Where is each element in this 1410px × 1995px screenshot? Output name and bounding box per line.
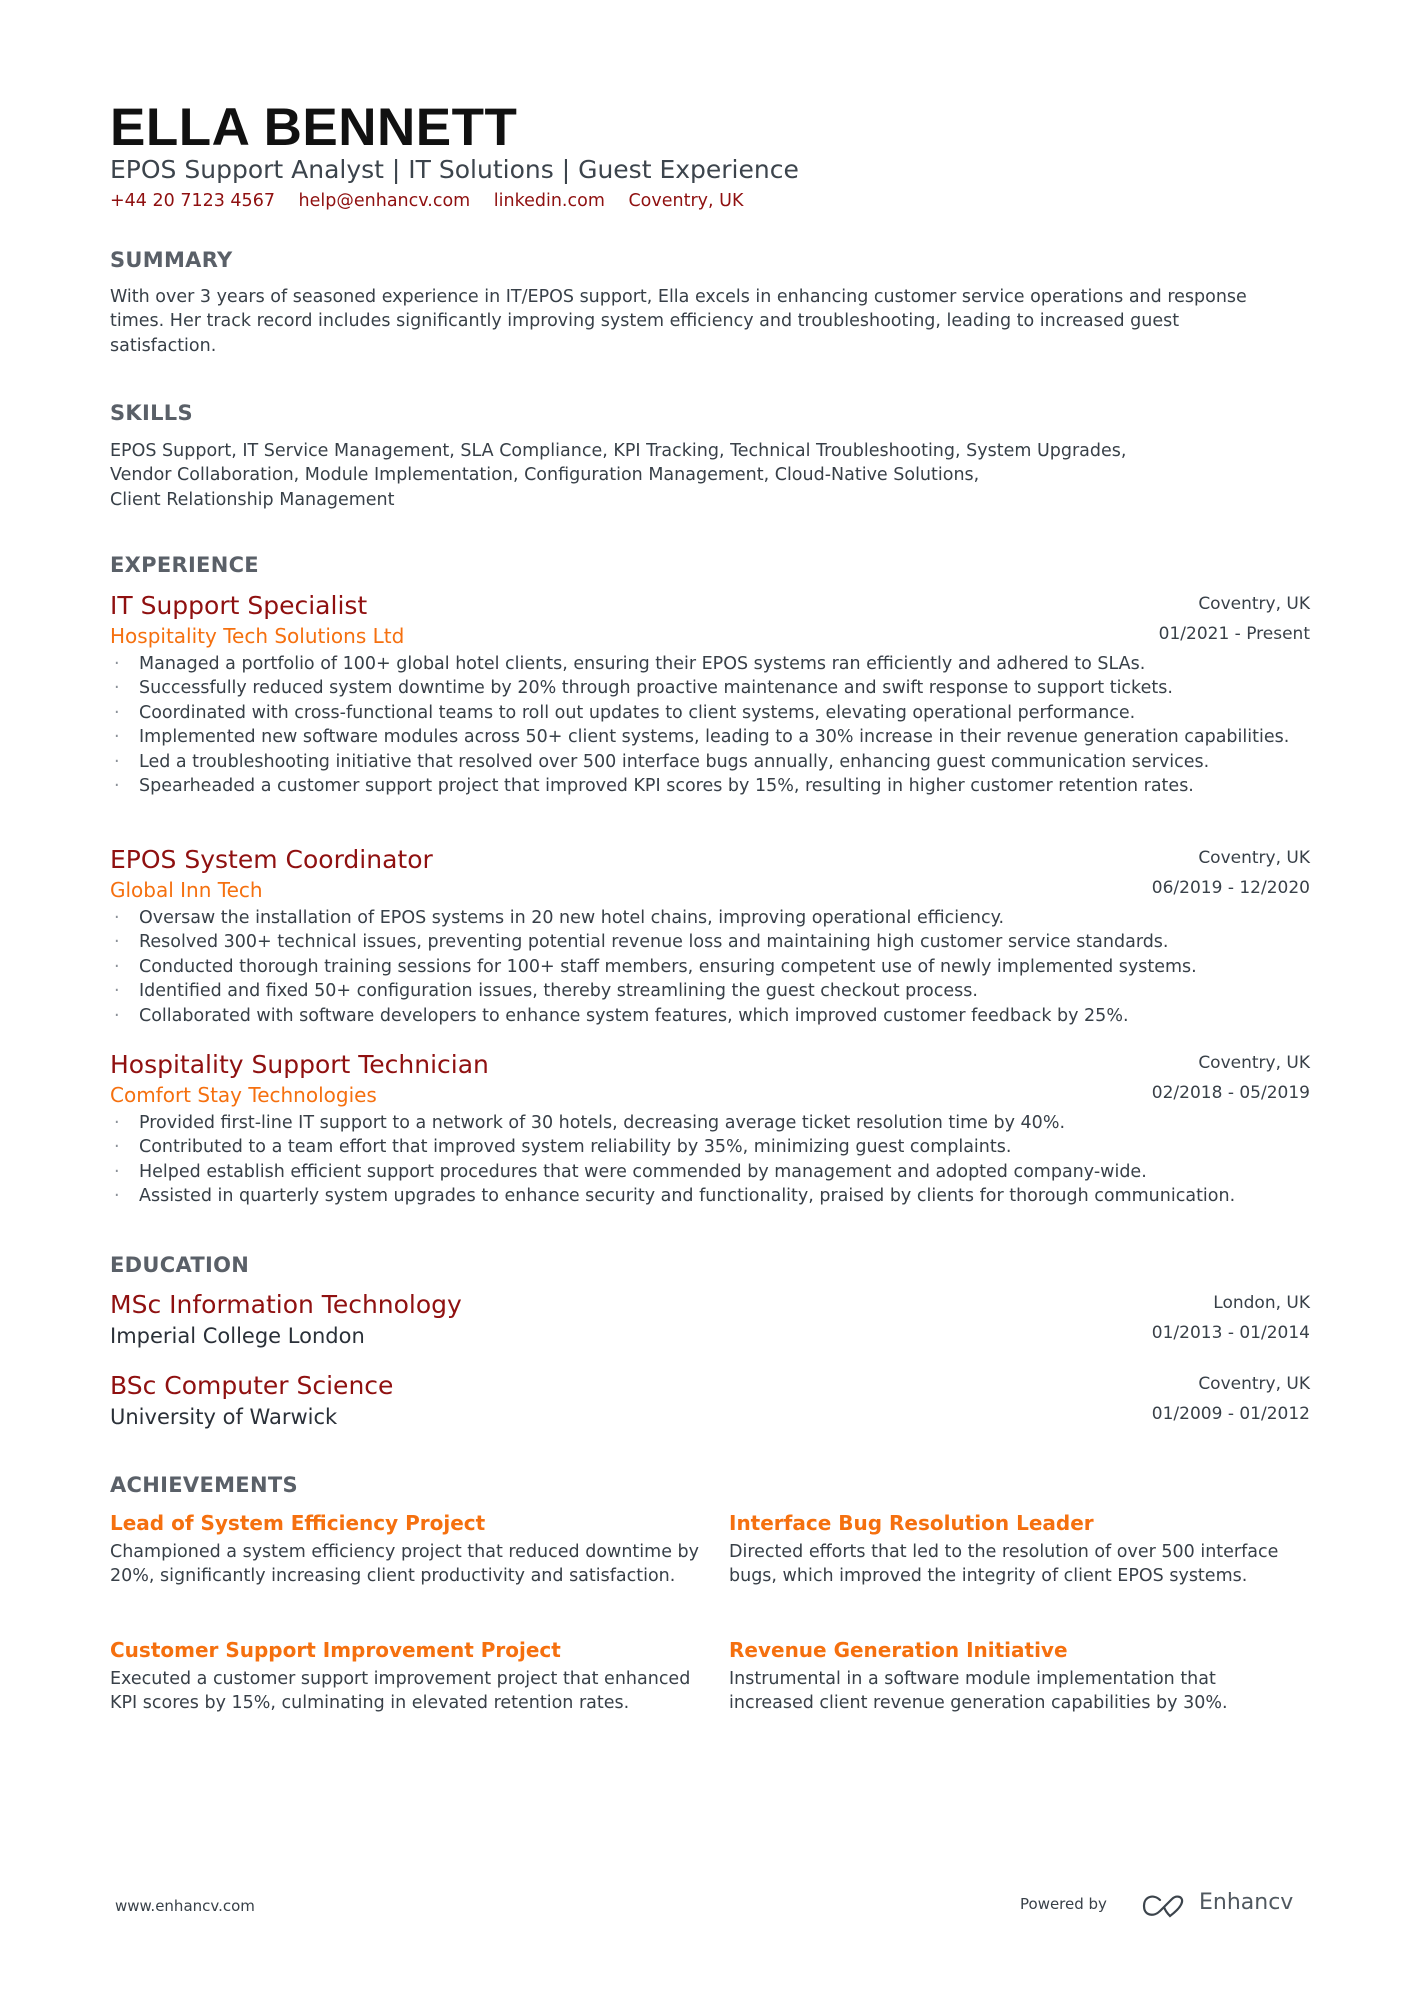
- education-location: Coventry, UK: [1198, 1374, 1310, 1394]
- bullet-item: [110, 774, 1299, 798]
- summary-heading: SUMMARY: [110, 248, 233, 272]
- job-title: EPOS System Coordinator: [110, 845, 433, 874]
- bullet-dot-icon: ·: [114, 654, 120, 674]
- bullet-text: Contributed to a team effort that improved system reliability by 35%, minimizing guest complaints.: [139, 1137, 1012, 1158]
- bullet-item: [110, 701, 1299, 725]
- contact-bar: [110, 189, 1310, 213]
- skills-line: Vendor Collaboration, Module Implementation, Configuration Management, Cloud-Native Solutions,: [110, 465, 980, 486]
- bullet-dot-icon: ·: [114, 727, 120, 748]
- candidate-subtitle: EPOS Support Analyst | IT Solutions | Guest Experience: [110, 155, 799, 184]
- bullet-item: [110, 1135, 1299, 1159]
- bullet-item: [110, 676, 1299, 700]
- footer-website[interactable]: www.enhancv.com: [115, 1897, 255, 1915]
- powered-by-text: Powered by: [1020, 1895, 1107, 1913]
- degree-title: BSc Computer Science: [110, 1371, 394, 1400]
- bullet-item: [110, 750, 1299, 774]
- achievement-title: Interface Bug Resolution Leader: [729, 1511, 1094, 1535]
- summary-text: With over 3 years of seasoned experience in IT/EPOS support, Ella excels in enhancing customer service operations and response times. Her track record includes significantly improving system efficiency and troubleshooting, leading to increased guest satisfaction.: [110, 287, 1247, 356]
- bullet-item: [110, 725, 1299, 749]
- achievement-text: Directed efforts that led to the resolution of over 500 interface bugs, which improved the integrity of client EPOS systems.: [729, 1542, 1279, 1587]
- education-entry: [110, 1370, 1310, 1432]
- school-name: Imperial College London: [110, 1324, 365, 1348]
- phone-link[interactable]: +44 20 7123 4567: [110, 191, 275, 211]
- job-title: Hospitality Support Technician: [110, 1050, 489, 1079]
- bullet-dot-icon: ·: [114, 956, 120, 977]
- email-link[interactable]: help@enhancv.com: [298, 191, 471, 211]
- degree-title: MSc Information Technology: [110, 1290, 462, 1319]
- bullet-text: Identified and fixed 50+ configuration issues, thereby streamlining the guest checkout process.: [139, 981, 978, 1002]
- achievement-item: [110, 1636, 700, 1716]
- education-heading: EDUCATION: [110, 1253, 250, 1277]
- bullet-item: [110, 955, 1299, 979]
- experience-heading: EXPERIENCE: [110, 553, 259, 577]
- bullet-item: [110, 930, 1299, 954]
- bullet-text: Assisted in quarterly system upgrades to enhance security and functionality, praised by clients for thorough communication.: [139, 1186, 1236, 1207]
- achievement-title: Lead of System Efficiency Project: [110, 1511, 486, 1535]
- bullet-item: [110, 1111, 1299, 1135]
- skills-heading: SKILLS: [110, 401, 193, 425]
- achievement-text: Executed a customer support improvement project that enhanced KPI scores by 15%, culminating in elevated retention rates.: [110, 1669, 691, 1714]
- education-location: London, UK: [1213, 1293, 1310, 1313]
- location-text: Coventry, UK: [628, 191, 744, 211]
- bullet-dot-icon: ·: [114, 932, 120, 953]
- bullet-dot-icon: ·: [114, 1137, 120, 1158]
- job-dates: 06/2019 - 12/2020: [1151, 878, 1310, 898]
- bullet-text: Led a troubleshooting initiative that resolved over 500 interface bugs annually, enhancing guest communication services.: [139, 751, 1210, 772]
- enhancv-brand: Enhancv: [1199, 1890, 1294, 1915]
- bullet-dot-icon: ·: [114, 981, 120, 1002]
- achievement-item: [729, 1636, 1289, 1716]
- school-name: University of Warwick: [110, 1405, 338, 1429]
- bullet-dot-icon: ·: [114, 908, 120, 928]
- achievement-title: Customer Support Improvement Project: [110, 1638, 561, 1662]
- bullet-dot-icon: ·: [114, 702, 120, 723]
- education-entry: [110, 1289, 1310, 1351]
- job-bullets: [110, 906, 1310, 1028]
- job-bullets: [110, 1111, 1310, 1209]
- enhancv-logo-icon: [1140, 1893, 1188, 1923]
- achievement-text: Instrumental in a software module implementation that increased client revenue generation capabilities by 30%.: [729, 1669, 1228, 1714]
- bullet-text: Spearheaded a customer support project that improved KPI scores by 15%, resulting in higher customer retention rates.: [139, 776, 1194, 797]
- job-location: Coventry, UK: [1198, 1053, 1310, 1073]
- bullet-dot-icon: ·: [114, 751, 120, 772]
- achievement-item: [729, 1509, 1289, 1589]
- bullet-text: Conducted thorough training sessions for 100+ staff members, ensuring competent use of newly implemented systems.: [139, 956, 1197, 977]
- education-dates: 01/2009 - 01/2012: [1151, 1404, 1310, 1424]
- company-name: Global Inn Tech: [110, 878, 263, 902]
- achievements-grid: [110, 1509, 1310, 1714]
- bullet-text: Collaborated with software developers to enhance system features, which improved customer feedback by 25%.: [139, 1005, 1129, 1026]
- job-location: Coventry, UK: [1198, 594, 1310, 614]
- bullet-dot-icon: ·: [114, 1161, 120, 1182]
- bullet-dot-icon: ·: [114, 776, 120, 797]
- bullet-item: [110, 906, 1299, 930]
- bullet-item: [110, 1160, 1299, 1184]
- education-dates: 01/2013 - 01/2014: [1151, 1323, 1310, 1343]
- bullet-text: Oversaw the installation of EPOS systems in 20 new hotel chains, improving operational efficiency.: [139, 908, 1005, 928]
- job-dates: 01/2021 - Present: [1158, 624, 1310, 644]
- bullet-item: [110, 652, 1299, 676]
- bullet-text: Successfully reduced system downtime by 20% through proactive maintenance and swift response to support tickets.: [139, 678, 1173, 699]
- company-name: Hospitality Tech Solutions Ltd: [110, 624, 405, 648]
- company-name: Comfort Stay Technologies: [110, 1083, 377, 1107]
- candidate-name: ELLA BENNETT: [110, 98, 518, 157]
- job-location: Coventry, UK: [1198, 848, 1310, 868]
- bullet-text: Helped establish efficient support procedures that were commended by management and adopted company-wide.: [139, 1161, 1147, 1182]
- bullet-item: [110, 1184, 1299, 1208]
- linkedin-link[interactable]: linkedin.com: [493, 191, 605, 211]
- job-dates: 02/2018 - 05/2019: [1151, 1083, 1310, 1103]
- bullet-dot-icon: ·: [114, 1186, 120, 1207]
- bullet-text: Implemented new software modules across 50+ client systems, leading to a 30% increase in their revenue generation capabilities.: [139, 727, 1290, 748]
- job-title: IT Support Specialist: [110, 591, 368, 620]
- achievements-heading: ACHIEVEMENTS: [110, 1473, 298, 1497]
- job-bullets: [110, 652, 1310, 798]
- bullet-item: [110, 979, 1299, 1003]
- bullet-text: Provided first-line IT support to a network of 30 hotels, decreasing average ticket resolution time by 40%.: [139, 1113, 1066, 1133]
- bullet-dot-icon: ·: [114, 1005, 120, 1026]
- skills-line: EPOS Support, IT Service Management, SLA Compliance, KPI Tracking, Technical Troubleshooting, System Upgrades,: [110, 441, 1127, 461]
- achievement-item: [110, 1509, 700, 1589]
- bullet-text: Resolved 300+ technical issues, preventing potential revenue loss and maintaining high customer service standards.: [139, 932, 1169, 953]
- skills-list: [110, 439, 1310, 512]
- achievement-title: Revenue Generation Initiative: [729, 1638, 1068, 1662]
- job-entry: [110, 844, 1310, 1028]
- bullet-text: Coordinated with cross-functional teams to roll out updates to client systems, elevating operational performance.: [139, 702, 1136, 723]
- skills-line: Client Relationship Management: [110, 489, 395, 510]
- job-entry: [110, 1049, 1310, 1209]
- achievement-text: Championed a system efficiency project that reduced downtime by 20%, significantly increasing client productivity and satisfaction.: [110, 1542, 699, 1587]
- bullet-dot-icon: ·: [114, 1113, 120, 1133]
- bullet-text: Managed a portfolio of 100+ global hotel clients, ensuring their EPOS systems ran efficiently and adhered to SLAs.: [139, 654, 1146, 674]
- job-entry: [110, 590, 1310, 798]
- bullet-item: [110, 1004, 1299, 1028]
- bullet-dot-icon: ·: [114, 678, 120, 699]
